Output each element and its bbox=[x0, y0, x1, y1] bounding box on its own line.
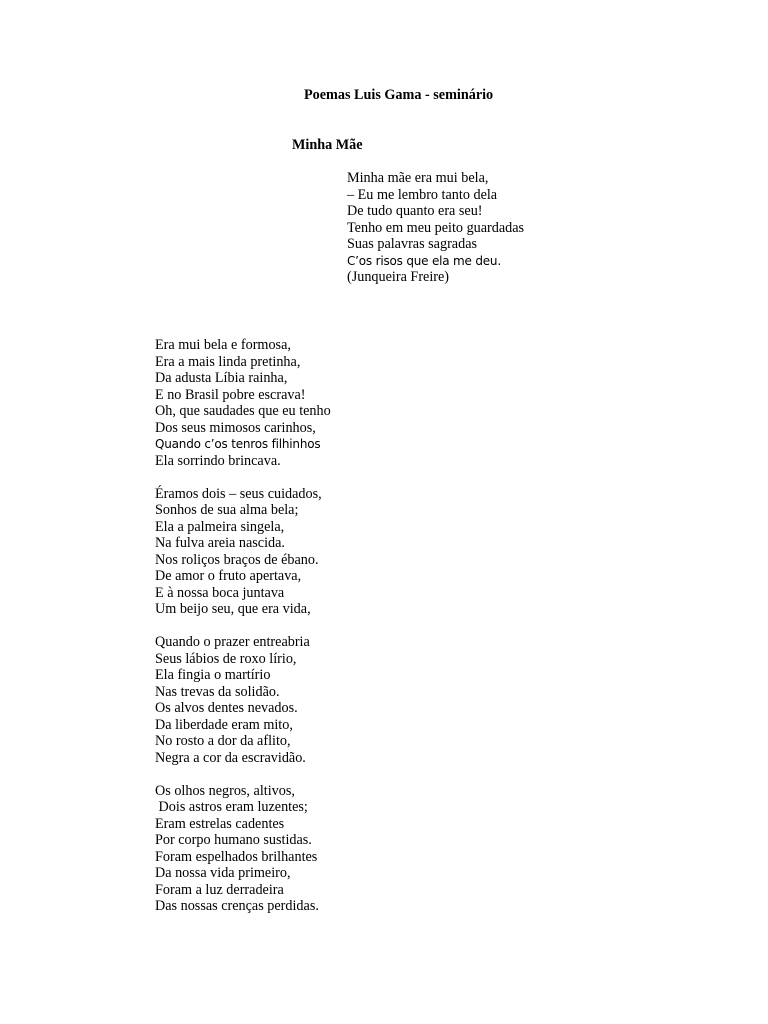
verse-line: Nas trevas da solidão. bbox=[155, 683, 280, 700]
verse-line: E no Brasil pobre escrava! bbox=[155, 386, 306, 403]
stanza-1 bbox=[155, 337, 331, 469]
epigraph bbox=[347, 170, 524, 286]
epigraph-line: De tudo quanto era seu! bbox=[347, 203, 483, 219]
stanza-4 bbox=[155, 783, 331, 915]
verse-line: Foram espelhados brilhantes bbox=[155, 848, 318, 865]
verse-line: Negra a cor da escravidão. bbox=[155, 749, 306, 766]
verse-line: Foram a luz derradeira bbox=[155, 881, 284, 898]
verse-line: De amor o fruto apertava, bbox=[155, 568, 302, 584]
verse-line: No rosto a dor da aflito, bbox=[155, 733, 291, 749]
verse-line: Da liberdade eram mito, bbox=[155, 716, 293, 733]
epigraph-line: Tenho em meu peito guardadas bbox=[347, 219, 525, 236]
poem-title: Minha Mãe bbox=[292, 137, 363, 153]
verse-line: Dois astros eram luzentes; bbox=[155, 799, 308, 815]
verse-line: Era a mais linda pretinha, bbox=[155, 353, 301, 370]
verse-line: Os alvos dentes nevados. bbox=[155, 700, 298, 716]
verse-line: Da adusta Líbia rainha, bbox=[155, 370, 288, 386]
verse-line: Quando o prazer entreabria bbox=[155, 634, 310, 650]
epigraph-line: Suas palavras sagradas bbox=[347, 236, 478, 252]
verse-line: Éramos dois – seus cuidados, bbox=[155, 485, 322, 502]
verse-line: Nos roliços braços de ébano. bbox=[155, 551, 319, 568]
stanza-3 bbox=[155, 634, 331, 766]
verse-line: Seus lábios de roxo lírio, bbox=[155, 650, 297, 667]
verse-line: Oh, que saudades que eu tenho bbox=[155, 403, 331, 419]
verse-line: Um beijo seu, que era vida, bbox=[155, 601, 311, 617]
verse-line: Ela sorrindo brincava. bbox=[155, 452, 281, 469]
epigraph-line: Minha mãe era mui bela, bbox=[347, 170, 489, 186]
verse-line: Eram estrelas cadentes bbox=[155, 815, 285, 832]
verse-line: Na fulva areia nascida. bbox=[155, 535, 285, 551]
stanza-2 bbox=[155, 486, 331, 618]
verse-line: Os olhos negros, altivos, bbox=[155, 782, 295, 799]
verse-line: Da nossa vida primeiro, bbox=[155, 865, 291, 881]
verse-line: Sonhos de sua alma bela; bbox=[155, 502, 299, 518]
verse-line: Quando c’os tenros filhinhos bbox=[155, 437, 321, 451]
verse-line: Dos seus mimosos carinhos, bbox=[155, 419, 316, 436]
epigraph-attribution: (Junqueira Freire) bbox=[347, 269, 450, 285]
epigraph-line: C’os risos que ela me deu. bbox=[347, 253, 501, 268]
verse-line: E à nossa boca juntava bbox=[155, 584, 285, 601]
poem-body bbox=[155, 337, 331, 931]
verse-line: Por corpo humano sustidas. bbox=[155, 832, 312, 848]
verse-line: Das nossas crenças perdidas. bbox=[155, 898, 319, 914]
document-title: Poemas Luis Gama - seminário bbox=[304, 87, 494, 103]
verse-line: Era mui bela e formosa, bbox=[155, 337, 291, 353]
epigraph-line: – Eu me lembro tanto dela bbox=[347, 186, 498, 203]
verse-line: Ela fingia o martírio bbox=[155, 667, 271, 683]
verse-line: Ela a palmeira singela, bbox=[155, 518, 285, 535]
